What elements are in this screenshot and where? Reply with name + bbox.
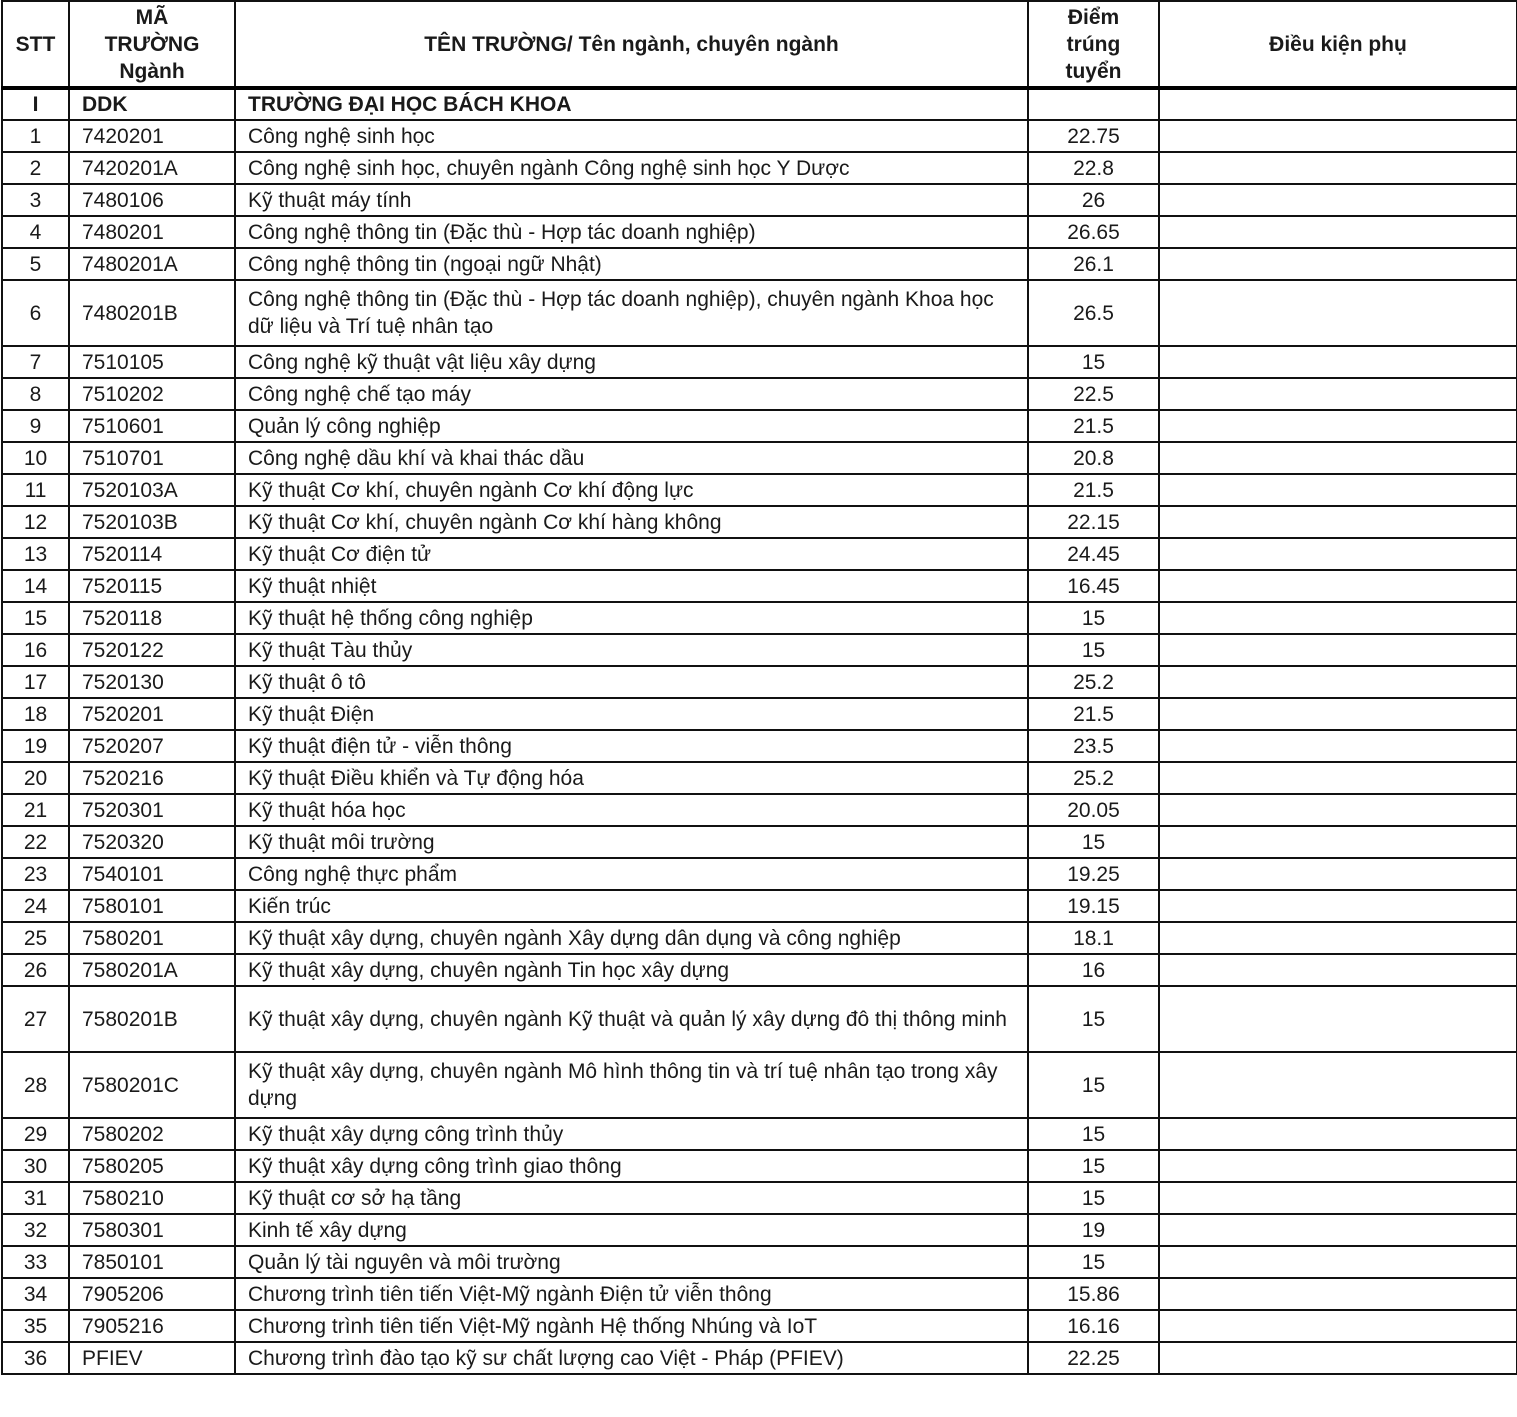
row-stt: 25 (2, 922, 69, 954)
table-row (2, 538, 1517, 570)
row-name: Kỹ thuật xây dựng, chuyên ngành Xây dựng dân dụng và công nghiệp (235, 922, 1028, 954)
row-name: Kỹ thuật nhiệt (235, 570, 1028, 602)
row-name: Kỹ thuật Cơ khí, chuyên ngành Cơ khí hàng không (235, 506, 1028, 538)
row-score: 15 (1028, 602, 1159, 634)
table-row (2, 474, 1517, 506)
row-name: Chương trình tiên tiến Việt-Mỹ ngành Hệ thống Nhúng và IoT (235, 1310, 1028, 1342)
row-name: Công nghệ kỹ thuật vật liệu xây dựng (235, 346, 1028, 378)
row-code: 7520216 (69, 762, 235, 794)
row-score: 20.8 (1028, 442, 1159, 474)
row-condition (1159, 1150, 1517, 1182)
row-stt: 17 (2, 666, 69, 698)
row-name: Kinh tế xây dựng (235, 1214, 1028, 1246)
row-name: Quản lý công nghiệp (235, 410, 1028, 442)
row-condition (1159, 794, 1517, 826)
row-code: 7480201B (69, 280, 235, 346)
row-stt: 35 (2, 1310, 69, 1342)
admission-scores-table (1, 0, 1517, 1375)
table-row (2, 280, 1517, 346)
row-name: Công nghệ sinh học (235, 120, 1028, 152)
header-row (2, 1, 1517, 88)
row-stt: 6 (2, 280, 69, 346)
table-row (2, 152, 1517, 184)
row-code: 7420201 (69, 120, 235, 152)
row-score: 22.8 (1028, 152, 1159, 184)
row-score: 15 (1028, 1118, 1159, 1150)
table-row (2, 410, 1517, 442)
row-score: 16 (1028, 954, 1159, 986)
row-condition (1159, 474, 1517, 506)
row-stt: 11 (2, 474, 69, 506)
row-code: 7580201B (69, 986, 235, 1052)
table-row (2, 922, 1517, 954)
row-score: 16.16 (1028, 1310, 1159, 1342)
row-stt: 9 (2, 410, 69, 442)
row-code: 7520201 (69, 698, 235, 730)
row-score: 19.15 (1028, 890, 1159, 922)
row-condition (1159, 570, 1517, 602)
row-code: 7510601 (69, 410, 235, 442)
row-stt: 31 (2, 1182, 69, 1214)
header-score-line2: trúng (1066, 32, 1121, 56)
table-row (2, 1150, 1517, 1182)
row-code: 7580205 (69, 1150, 235, 1182)
table-row (2, 248, 1517, 280)
table-row (2, 762, 1517, 794)
row-condition (1159, 762, 1517, 794)
row-stt: 18 (2, 698, 69, 730)
row-name: Kỹ thuật Điện (235, 698, 1028, 730)
row-condition (1159, 954, 1517, 986)
row-name: Chương trình đào tạo kỹ sư chất lượng cao Việt - Pháp (PFIEV) (235, 1342, 1028, 1374)
row-condition (1159, 120, 1517, 152)
row-condition (1159, 634, 1517, 666)
row-stt: 15 (2, 602, 69, 634)
row-score: 15 (1028, 1246, 1159, 1278)
row-name: Quản lý tài nguyên và môi trường (235, 1246, 1028, 1278)
table-row (2, 890, 1517, 922)
row-code: 7580201 (69, 922, 235, 954)
header-score (1028, 1, 1159, 88)
header-score-line3: tuyển (1065, 59, 1122, 83)
school-stt: I (2, 88, 69, 120)
row-stt: 16 (2, 634, 69, 666)
row-stt: 12 (2, 506, 69, 538)
row-name: Công nghệ thực phẩm (235, 858, 1028, 890)
row-condition (1159, 858, 1517, 890)
table-row (2, 1342, 1517, 1374)
row-condition (1159, 826, 1517, 858)
row-condition (1159, 890, 1517, 922)
row-condition (1159, 152, 1517, 184)
row-condition (1159, 1118, 1517, 1150)
row-name: Chương trình tiên tiến Việt-Mỹ ngành Điện tử viễn thông (235, 1278, 1028, 1310)
row-score: 22.25 (1028, 1342, 1159, 1374)
row-stt: 8 (2, 378, 69, 410)
row-code: 7580101 (69, 890, 235, 922)
row-stt: 23 (2, 858, 69, 890)
row-score: 15.86 (1028, 1278, 1159, 1310)
table-row (2, 954, 1517, 986)
school-score (1028, 88, 1159, 120)
row-score: 22.75 (1028, 120, 1159, 152)
row-condition (1159, 248, 1517, 280)
row-condition (1159, 922, 1517, 954)
row-condition (1159, 730, 1517, 762)
header-code-line2: TRƯỜNG (104, 32, 200, 56)
row-code: 7580201A (69, 954, 235, 986)
row-score: 22.5 (1028, 378, 1159, 410)
row-condition (1159, 506, 1517, 538)
row-stt: 30 (2, 1150, 69, 1182)
table-row (2, 1182, 1517, 1214)
row-stt: 34 (2, 1278, 69, 1310)
row-code: 7850101 (69, 1246, 235, 1278)
row-score: 26.5 (1028, 280, 1159, 346)
header-stt: STT (2, 1, 69, 88)
table-row (2, 698, 1517, 730)
row-stt: 22 (2, 826, 69, 858)
row-score: 19.25 (1028, 858, 1159, 890)
row-name: Kỹ thuật cơ sở hạ tầng (235, 1182, 1028, 1214)
row-name: Kỹ thuật máy tính (235, 184, 1028, 216)
row-score: 26 (1028, 184, 1159, 216)
row-code: 7510105 (69, 346, 235, 378)
row-code: 7905216 (69, 1310, 235, 1342)
row-name: Công nghệ sinh học, chuyên ngành Công nghệ sinh học Y Dược (235, 152, 1028, 184)
row-condition (1159, 602, 1517, 634)
table-row (2, 1214, 1517, 1246)
row-condition (1159, 410, 1517, 442)
row-score: 15 (1028, 346, 1159, 378)
table-row (2, 1278, 1517, 1310)
row-condition (1159, 1214, 1517, 1246)
row-name: Kỹ thuật Cơ điện tử (235, 538, 1028, 570)
row-code: 7580301 (69, 1214, 235, 1246)
row-score: 21.5 (1028, 698, 1159, 730)
row-code: 7580210 (69, 1182, 235, 1214)
row-score: 15 (1028, 826, 1159, 858)
row-stt: 21 (2, 794, 69, 826)
row-name: Kỹ thuật hóa học (235, 794, 1028, 826)
table-row (2, 826, 1517, 858)
row-condition (1159, 346, 1517, 378)
row-stt: 4 (2, 216, 69, 248)
row-name: Kỹ thuật xây dựng công trình thủy (235, 1118, 1028, 1150)
row-stt: 1 (2, 120, 69, 152)
row-score: 20.05 (1028, 794, 1159, 826)
row-score: 15 (1028, 1182, 1159, 1214)
row-stt: 14 (2, 570, 69, 602)
row-score: 24.45 (1028, 538, 1159, 570)
row-stt: 27 (2, 986, 69, 1052)
row-name: Kiến trúc (235, 890, 1028, 922)
row-condition (1159, 280, 1517, 346)
row-score: 26.65 (1028, 216, 1159, 248)
row-score: 22.15 (1028, 506, 1159, 538)
row-name: Công nghệ thông tin (Đặc thù - Hợp tác doanh nghiệp), chuyên ngành Khoa học dữ liệu và Trí tuệ nhân tạo (235, 280, 1028, 346)
row-condition (1159, 986, 1517, 1052)
table-row (2, 120, 1517, 152)
row-code: 7520122 (69, 634, 235, 666)
row-code: 7520114 (69, 538, 235, 570)
row-code: 7480201A (69, 248, 235, 280)
row-stt: 10 (2, 442, 69, 474)
row-name: Kỹ thuật Cơ khí, chuyên ngành Cơ khí động lực (235, 474, 1028, 506)
row-stt: 24 (2, 890, 69, 922)
row-score: 15 (1028, 1052, 1159, 1118)
row-code: 7510202 (69, 378, 235, 410)
row-code: 7520130 (69, 666, 235, 698)
header-name: TÊN TRƯỜNG/ Tên ngành, chuyên ngành (235, 1, 1028, 88)
row-score: 16.45 (1028, 570, 1159, 602)
row-stt: 7 (2, 346, 69, 378)
row-stt: 33 (2, 1246, 69, 1278)
row-name: Kỹ thuật xây dựng công trình giao thông (235, 1150, 1028, 1182)
row-stt: 3 (2, 184, 69, 216)
row-condition (1159, 216, 1517, 248)
table-row (2, 602, 1517, 634)
row-condition (1159, 184, 1517, 216)
table-row (2, 1052, 1517, 1118)
table-row (2, 858, 1517, 890)
row-name: Công nghệ thông tin (ngoại ngữ Nhật) (235, 248, 1028, 280)
header-code-line1: MÃ (135, 5, 169, 29)
row-code: 7480201 (69, 216, 235, 248)
row-code: 7520115 (69, 570, 235, 602)
header-code (69, 1, 235, 88)
row-condition (1159, 378, 1517, 410)
row-name: Kỹ thuật xây dựng, chuyên ngành Tin học xây dựng (235, 954, 1028, 986)
row-score: 21.5 (1028, 474, 1159, 506)
row-stt: 28 (2, 1052, 69, 1118)
row-code: 7520301 (69, 794, 235, 826)
row-code: 7580201C (69, 1052, 235, 1118)
header-code-line3: Ngành (119, 59, 185, 83)
row-name: Kỹ thuật môi trường (235, 826, 1028, 858)
header-condition: Điều kiện phụ (1159, 1, 1517, 88)
table-row (2, 1310, 1517, 1342)
row-code: 7540101 (69, 858, 235, 890)
row-code: 7520207 (69, 730, 235, 762)
row-score: 21.5 (1028, 410, 1159, 442)
table-row (2, 730, 1517, 762)
row-code: 7520118 (69, 602, 235, 634)
row-code: 7520103A (69, 474, 235, 506)
row-condition (1159, 1342, 1517, 1374)
row-name: Công nghệ chế tạo máy (235, 378, 1028, 410)
row-name: Kỹ thuật Tàu thủy (235, 634, 1028, 666)
row-score: 26.1 (1028, 248, 1159, 280)
table-row (2, 794, 1517, 826)
table-row (2, 666, 1517, 698)
row-stt: 32 (2, 1214, 69, 1246)
row-code: 7520320 (69, 826, 235, 858)
row-stt: 13 (2, 538, 69, 570)
row-code: 7580202 (69, 1118, 235, 1150)
row-score: 19 (1028, 1214, 1159, 1246)
row-name: Công nghệ dầu khí và khai thác dầu (235, 442, 1028, 474)
table-row (2, 506, 1517, 538)
row-name: Công nghệ thông tin (Đặc thù - Hợp tác doanh nghiệp) (235, 216, 1028, 248)
table-row (2, 378, 1517, 410)
row-code: 7905206 (69, 1278, 235, 1310)
row-code: 7510701 (69, 442, 235, 474)
school-row (2, 88, 1517, 120)
table-body (2, 88, 1517, 1374)
row-score: 15 (1028, 634, 1159, 666)
row-condition (1159, 666, 1517, 698)
table-row (2, 1246, 1517, 1278)
row-stt: 36 (2, 1342, 69, 1374)
row-condition (1159, 1052, 1517, 1118)
table-row (2, 442, 1517, 474)
row-condition (1159, 1182, 1517, 1214)
row-stt: 20 (2, 762, 69, 794)
row-stt: 19 (2, 730, 69, 762)
row-score: 18.1 (1028, 922, 1159, 954)
row-code: 7480106 (69, 184, 235, 216)
row-score: 25.2 (1028, 666, 1159, 698)
row-score: 23.5 (1028, 730, 1159, 762)
row-stt: 26 (2, 954, 69, 986)
row-condition (1159, 1278, 1517, 1310)
table-row (2, 570, 1517, 602)
table-row (2, 1118, 1517, 1150)
row-code: PFIEV (69, 1342, 235, 1374)
row-condition (1159, 698, 1517, 730)
school-code: DDK (69, 88, 235, 120)
row-stt: 29 (2, 1118, 69, 1150)
table-header (2, 1, 1517, 88)
row-score: 25.2 (1028, 762, 1159, 794)
row-condition (1159, 1310, 1517, 1342)
row-code: 7420201A (69, 152, 235, 184)
table-row (2, 184, 1517, 216)
school-name: TRƯỜNG ĐẠI HỌC BÁCH KHOA (235, 88, 1028, 120)
row-name: Kỹ thuật xây dựng, chuyên ngành Kỹ thuật và quản lý xây dựng đô thị thông minh (235, 986, 1028, 1052)
table-row (2, 346, 1517, 378)
row-name: Kỹ thuật hệ thống công nghiệp (235, 602, 1028, 634)
row-stt: 2 (2, 152, 69, 184)
row-name: Kỹ thuật xây dựng, chuyên ngành Mô hình thông tin và trí tuệ nhân tạo trong xây dựng (235, 1052, 1028, 1118)
row-condition (1159, 1246, 1517, 1278)
row-name: Kỹ thuật ô tô (235, 666, 1028, 698)
table-row (2, 986, 1517, 1052)
table-row (2, 634, 1517, 666)
row-name: Kỹ thuật Điều khiển và Tự động hóa (235, 762, 1028, 794)
header-score-line1: Điểm (1067, 5, 1120, 29)
row-name: Kỹ thuật điện tử - viễn thông (235, 730, 1028, 762)
row-score: 15 (1028, 986, 1159, 1052)
row-condition (1159, 538, 1517, 570)
row-condition (1159, 442, 1517, 474)
table-row (2, 216, 1517, 248)
row-score: 15 (1028, 1150, 1159, 1182)
row-code: 7520103B (69, 506, 235, 538)
row-stt: 5 (2, 248, 69, 280)
school-condition (1159, 88, 1517, 120)
